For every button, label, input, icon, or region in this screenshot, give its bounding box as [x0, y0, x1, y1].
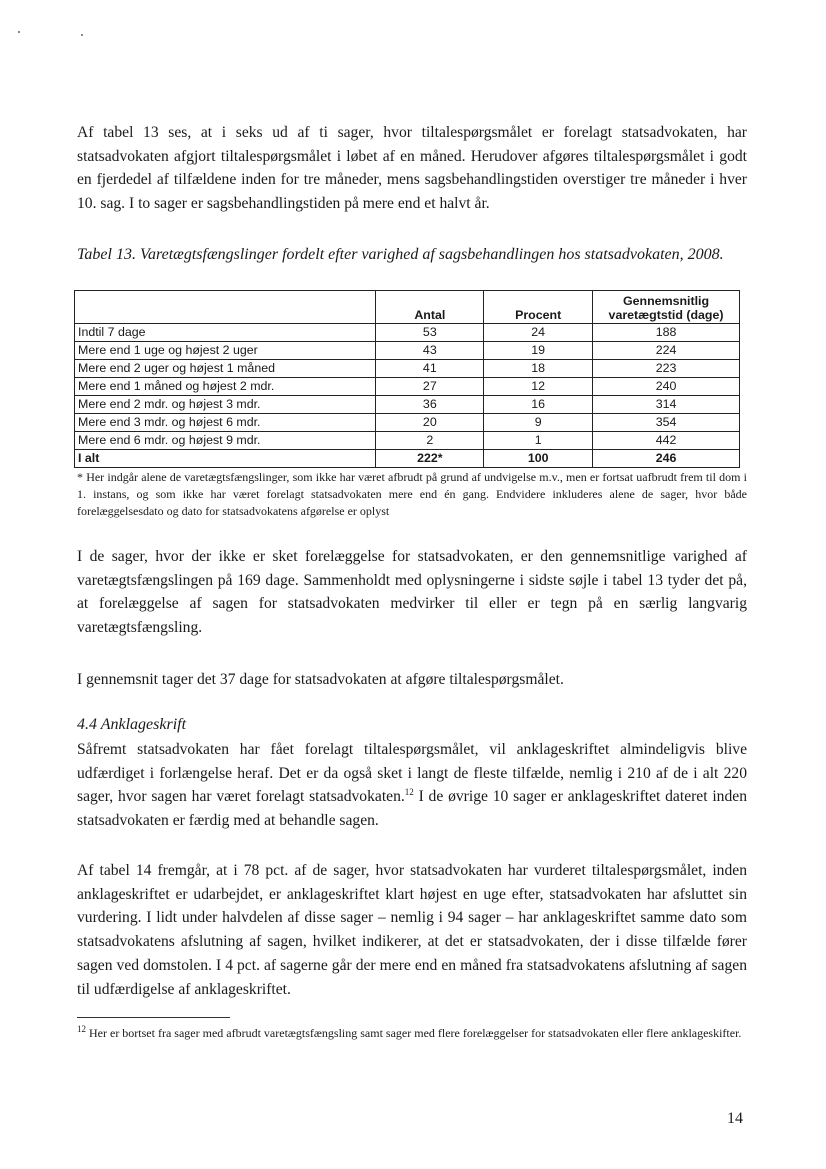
row-antal: 41	[376, 360, 484, 378]
header-label	[75, 291, 376, 324]
row-procent: 12	[484, 378, 593, 396]
scan-speck	[18, 31, 20, 33]
row-antal: 2	[376, 432, 484, 450]
row-tid: 442	[593, 432, 740, 450]
paragraph-average-duration: I de sager, hvor der ikke er sket forelæggelse for statsadvokaten, er den gennemsnitlige varighed af varetægtsfængslingen på 169 dage. Sammenholdt med oplysningerne i sidste søjle i tabel 13 tyder det på, at forelæggelse af sagen for statsadvokaten medvirker til eller er tegn på en særlig langvarig varetægtsfængsling.	[77, 548, 747, 637]
row-antal: 53	[376, 324, 484, 342]
table-row	[75, 414, 740, 432]
footnote-divider	[77, 1017, 230, 1018]
row-procent: 1	[484, 432, 593, 450]
table-row	[75, 360, 740, 378]
table-13	[74, 290, 740, 468]
table-row	[75, 324, 740, 342]
header-procent: Procent	[484, 291, 593, 324]
table-row	[75, 432, 740, 450]
row-tid: 223	[593, 360, 740, 378]
row-tid: 314	[593, 396, 740, 414]
total-label: I alt	[75, 450, 376, 468]
header-varetaegtstid: Gennemsnitlig varetægtstid (dage)	[593, 291, 740, 324]
total-procent: 100	[484, 450, 593, 468]
footnote-reference: 12	[404, 787, 414, 798]
row-antal: 27	[376, 378, 484, 396]
row-tid: 224	[593, 342, 740, 360]
table-header-row	[75, 291, 740, 324]
row-label: Mere end 6 mdr. og højest 9 mdr.	[75, 432, 376, 450]
paragraph-text: Såfremt statsadvokaten har fået forelagt tiltalespørgsmålet, vil anklageskriftet almindeligvis blive udfærdiget i forlængelse heraf. Det er da også sket i langt de fleste tilfælde, nemlig i 210 af de i alt 220 sager, hvor sagen har været forelagt statsadvokaten.	[77, 741, 747, 806]
header-antal: Antal	[376, 291, 484, 324]
row-tid: 354	[593, 414, 740, 432]
footnote	[77, 1025, 747, 1042]
section-heading: 4.4 Anklageskrift	[77, 716, 187, 733]
paragraph-intro: Af tabel 13 ses, at i seks ud af ti sager, hvor tiltalespørgsmålet er forelagt statsadvokaten, har statsadvokaten afgjort tiltalespørgsmålet i løbet af en måned. Herudover afgøres tiltalespørgsmålet i godt en fjerdedel af tilfældene inden for tre måneder, mens sagsbehandlingstiden overstiger tre måneder i hver 10. sag. I to sager er sagsbehandlingstiden på mere end et halvt år.	[77, 124, 747, 213]
table-row	[75, 396, 740, 414]
row-procent: 16	[484, 396, 593, 414]
row-tid: 188	[593, 324, 740, 342]
table-total-row	[75, 450, 740, 468]
row-procent: 24	[484, 324, 593, 342]
row-antal: 36	[376, 396, 484, 414]
scan-speck	[81, 34, 83, 36]
footnote-text: Her er bortset fra sager med afbrudt varetægtsfængsling samt sager med flere forelæggelser for statsadvokaten eller flere anklageskifter.	[86, 1026, 742, 1040]
page-number: 14	[727, 1110, 743, 1127]
row-procent: 19	[484, 342, 593, 360]
total-tid: 246	[593, 450, 740, 468]
row-label: Indtil 7 dage	[75, 324, 376, 342]
row-procent: 9	[484, 414, 593, 432]
paragraph-37-days: I gennemsnit tager det 37 dage for statsadvokaten at afgøre tiltalespørgsmålet.	[77, 671, 564, 688]
row-label: Mere end 1 uge og højest 2 uger	[75, 342, 376, 360]
row-label: Mere end 2 uger og højest 1 måned	[75, 360, 376, 378]
total-antal: 222*	[376, 450, 484, 468]
paragraph-text: I de øvrige 10 sager er anklageskriftet dateret inden statsadvokaten er færdig med at behandle sagen.	[77, 788, 747, 830]
row-label: Mere end 3 mdr. og højest 6 mdr.	[75, 414, 376, 432]
paragraph-tabel-14: Af tabel 14 fremgår, at i 78 pct. af de sager, hvor statsadvokaten har vurderet tiltalespørgsmålet, inden anklageskriftet er udarbejdet, er anklageskriftet klart højest en uge efter, statsadvokaten har afsluttet sin vurdering. I lidt under halvdelen af disse sager – nemlig i 94 sager – har anklageskriftet samme dato som statsadvokatens afslutning af sagen, hvilket indikerer, at det er statsadvokaten, der i disse tilfælde fører sagen ved domstolen. I 4 pct. af sagerne går der mere end en måned fra statsadvokatens afslutning af sagen til udfærdigelse af anklageskriftet.	[77, 862, 747, 998]
row-antal: 20	[376, 414, 484, 432]
row-label: Mere end 2 mdr. og højest 3 mdr.	[75, 396, 376, 414]
table-row	[75, 378, 740, 396]
paragraph-anklageskrift	[77, 738, 747, 833]
table-caption: Tabel 13. Varetægtsfængslinger fordelt efter varighed af sagsbehandlingen hos statsadvokaten, 2008.	[77, 246, 724, 263]
row-label: Mere end 1 måned og højest 2 mdr.	[75, 378, 376, 396]
row-tid: 240	[593, 378, 740, 396]
row-procent: 18	[484, 360, 593, 378]
footnote-number: 12	[77, 1024, 86, 1034]
table-note: * Her indgår alene de varetægtsfængslinger, som ikke har været afbrudt på grund af undvigelse m.v., men er fortsat uafbrudt frem til dom i 1. instans, og som ikke har været forelagt statsadvokaten mere end én gang. Endvidere inkluderes alene de sager, hvor både forelæggelsesdato og dato for statsadvokatens afgørelse er oplyst	[77, 470, 747, 518]
row-antal: 43	[376, 342, 484, 360]
table-row	[75, 342, 740, 360]
